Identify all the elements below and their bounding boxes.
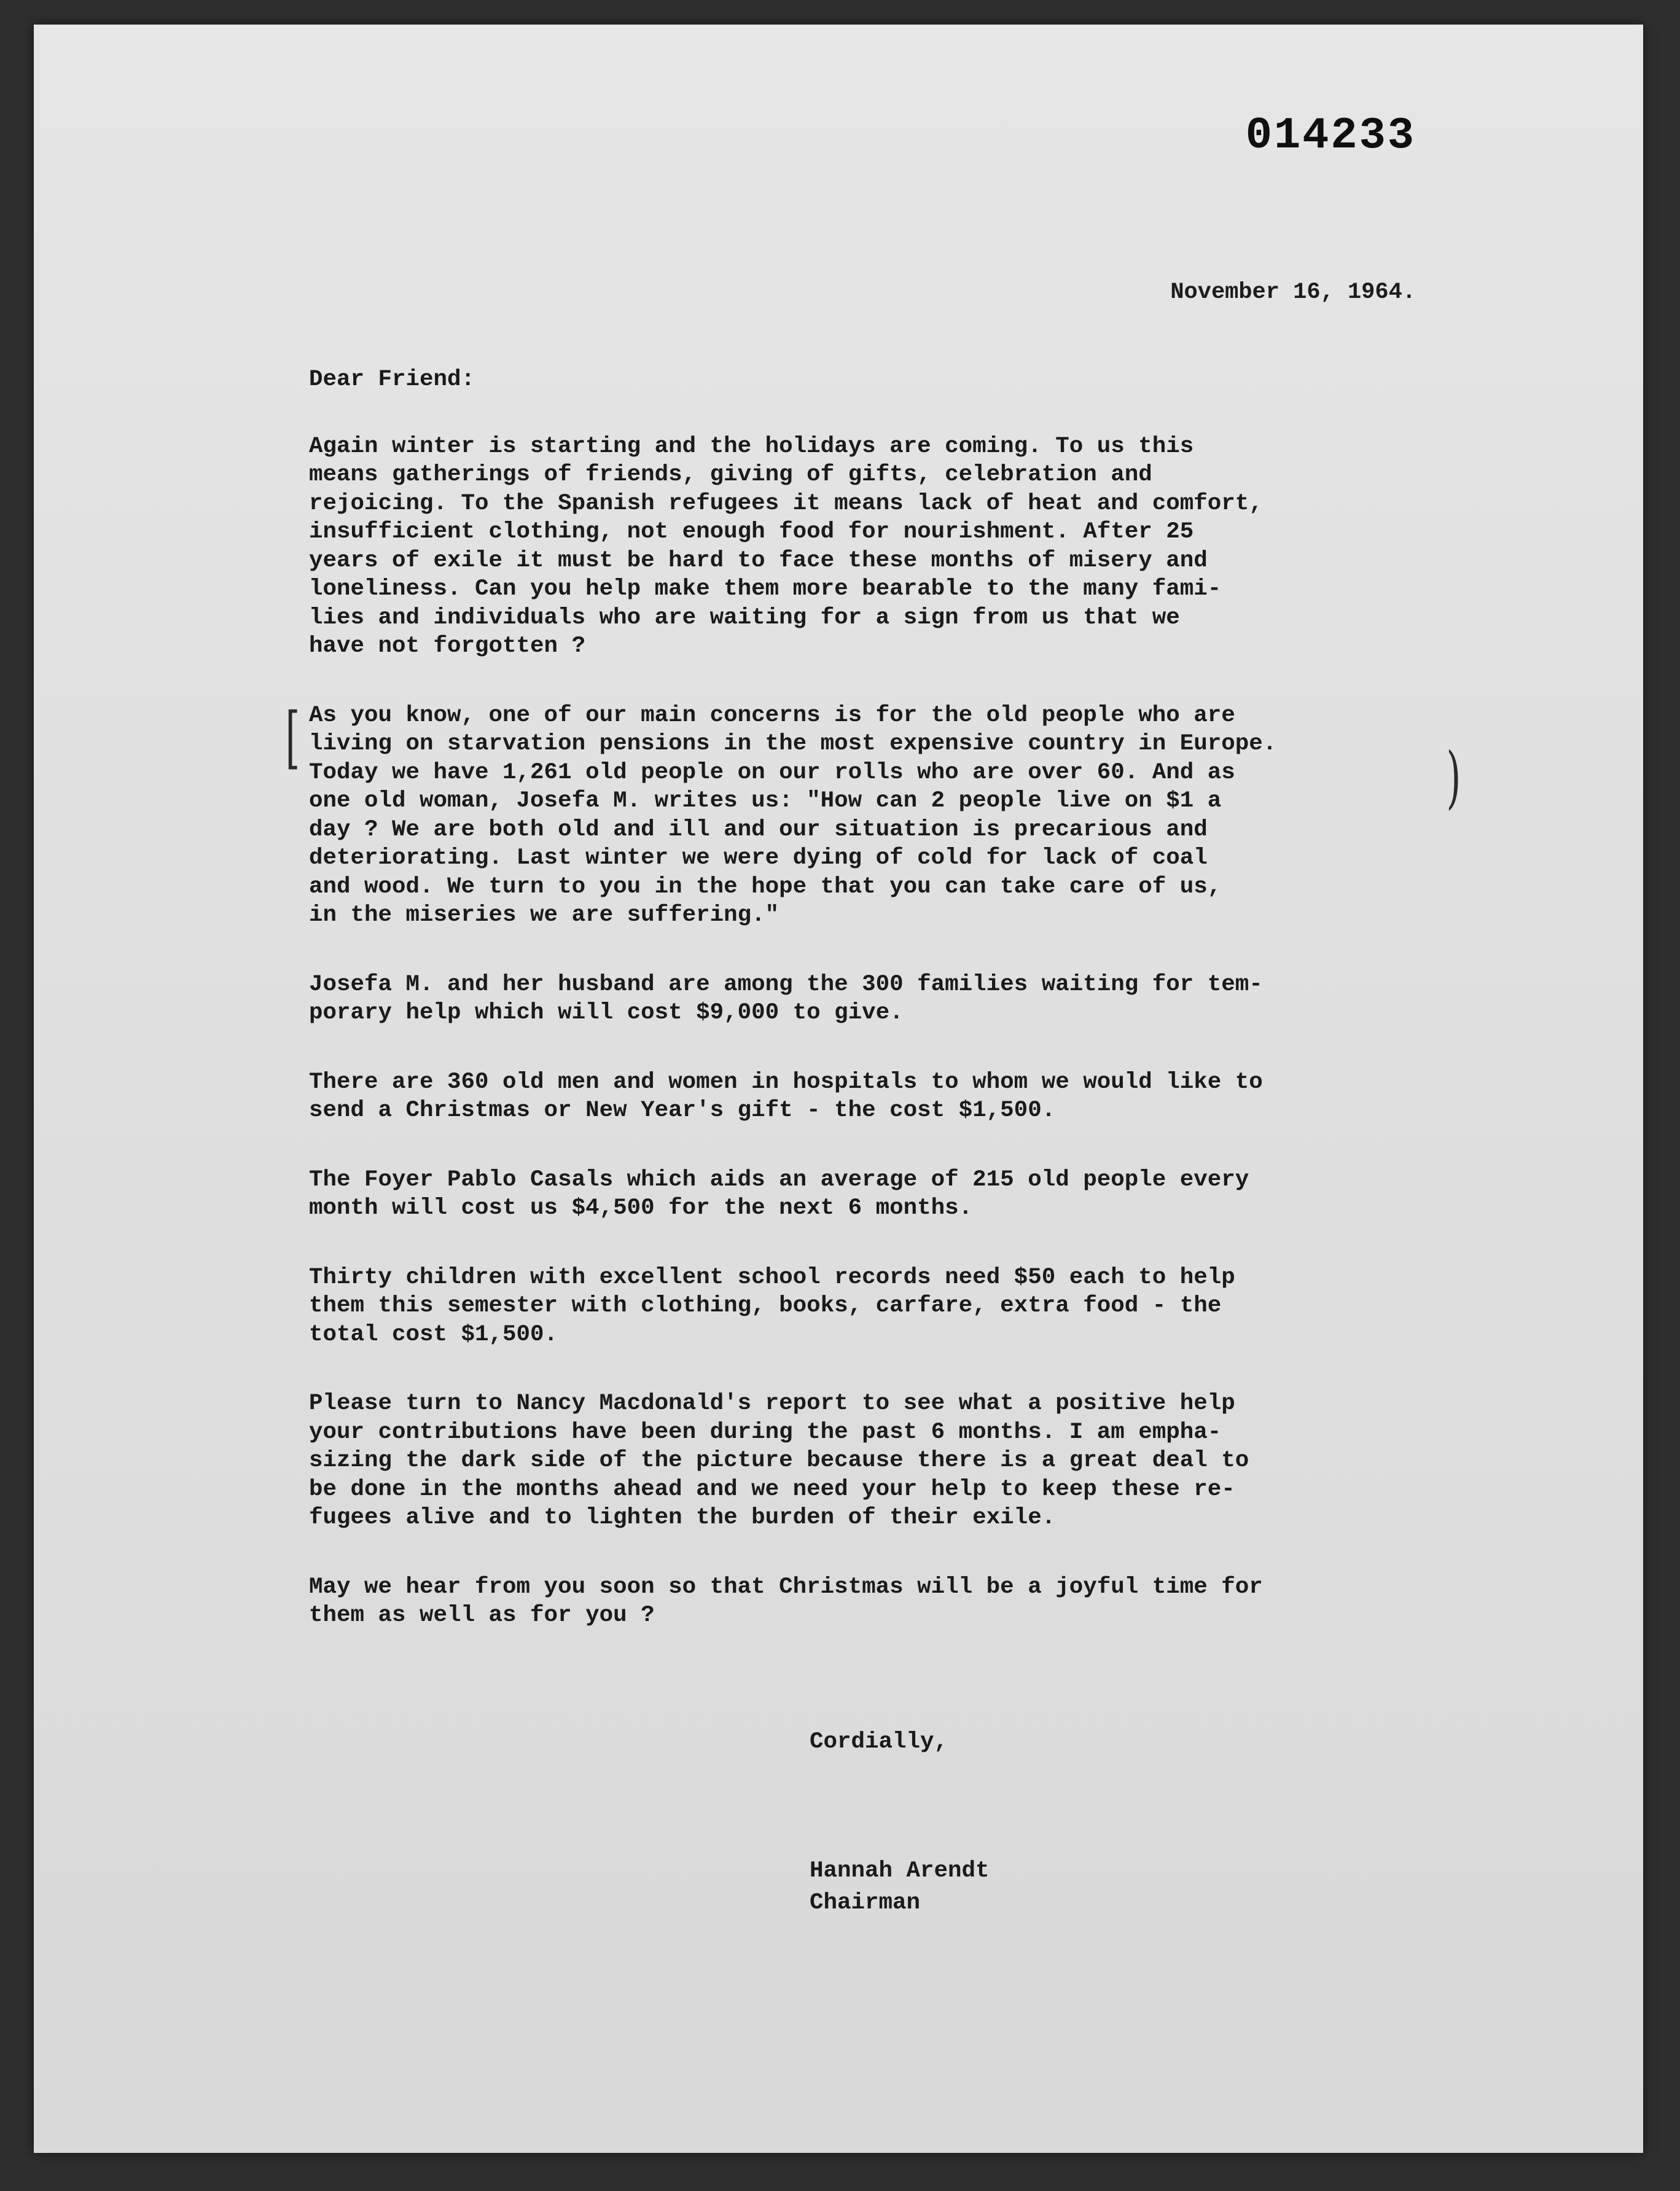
paragraph-report: Please turn to Nancy Macdonald's report to see what a positive help your contributions have been during the past 6 months. I am empha- sizing the dark side of the picture because there is a great deal to be done in the months ahead and we need your help to keep these re- fugees alive and to lighten the burden of their exile. (309, 1391, 1249, 1531)
paragraph-winter: Again winter is starting and the holidays are coming. To us this means gatherings of friends, giving of gifts, celebration and rejoicing. To the Spanish refugees it means lack of heat and comfort, insufficient clothing, not enough food for nourishment. After 25 years of exile it must be hard to face these months of misery and loneliness. Can you help make them more bearable to the many fami- lies and individuals who are waiting for a sign from us that we have not forgotten ? (309, 433, 1263, 659)
signer-title: Chairman (810, 1890, 921, 1916)
paragraph-families: Josefa M. and her husband are among the 300 families waiting for tem- porary help which will cost $9,000 to give. (309, 971, 1263, 1026)
signature-block (810, 1855, 990, 1919)
letter-page (34, 25, 1643, 2153)
letter-body (309, 365, 1464, 1671)
letter-date: November 16, 1964. (1170, 279, 1416, 305)
paragraph-foyer: The Foyer Pablo Casals which aids an average of 215 old people every month will cost us $4,500 for the next 6 months. (309, 1166, 1249, 1221)
salutation: Dear Friend: (309, 367, 475, 393)
handwritten-left-bracket-mark: [ (285, 698, 300, 776)
paragraph-closing-request: May we hear from you soon so that Christmas will be a joyful time for them as well as for you ? (309, 1574, 1263, 1628)
paragraph-old-people: As you know, one of our main concerns is for the old people who are living on starvation pensions in the most expensive country in Europe. Today we have 1,261 old people on our rolls who are over 60. And as one old woman, Josefa M. writes us: "How can 2 people live on $1 a day ? We are both old and ill and our situation is precarious and deteriorating. Last winter we were dying of cold for lack of coal and wood. We turn to you in the hope that you can take care of us, in the miseries we are suffering." (309, 702, 1277, 928)
complimentary-close: Cordially, (810, 1729, 948, 1755)
document-number: 014233 (1245, 111, 1416, 161)
paragraph-hospitals: There are 360 old men and women in hospitals to whom we would like to send a Christmas or New Year's gift - the cost $1,500. (309, 1069, 1263, 1123)
signer-name: Hannah Arendt (810, 1858, 990, 1884)
paragraph-children: Thirty children with excellent school records need $50 each to help them this semester with clothing, books, carfare, extra food - the total cost $1,500. (309, 1264, 1235, 1348)
handwritten-right-bracket-mark: ) (1446, 738, 1461, 816)
